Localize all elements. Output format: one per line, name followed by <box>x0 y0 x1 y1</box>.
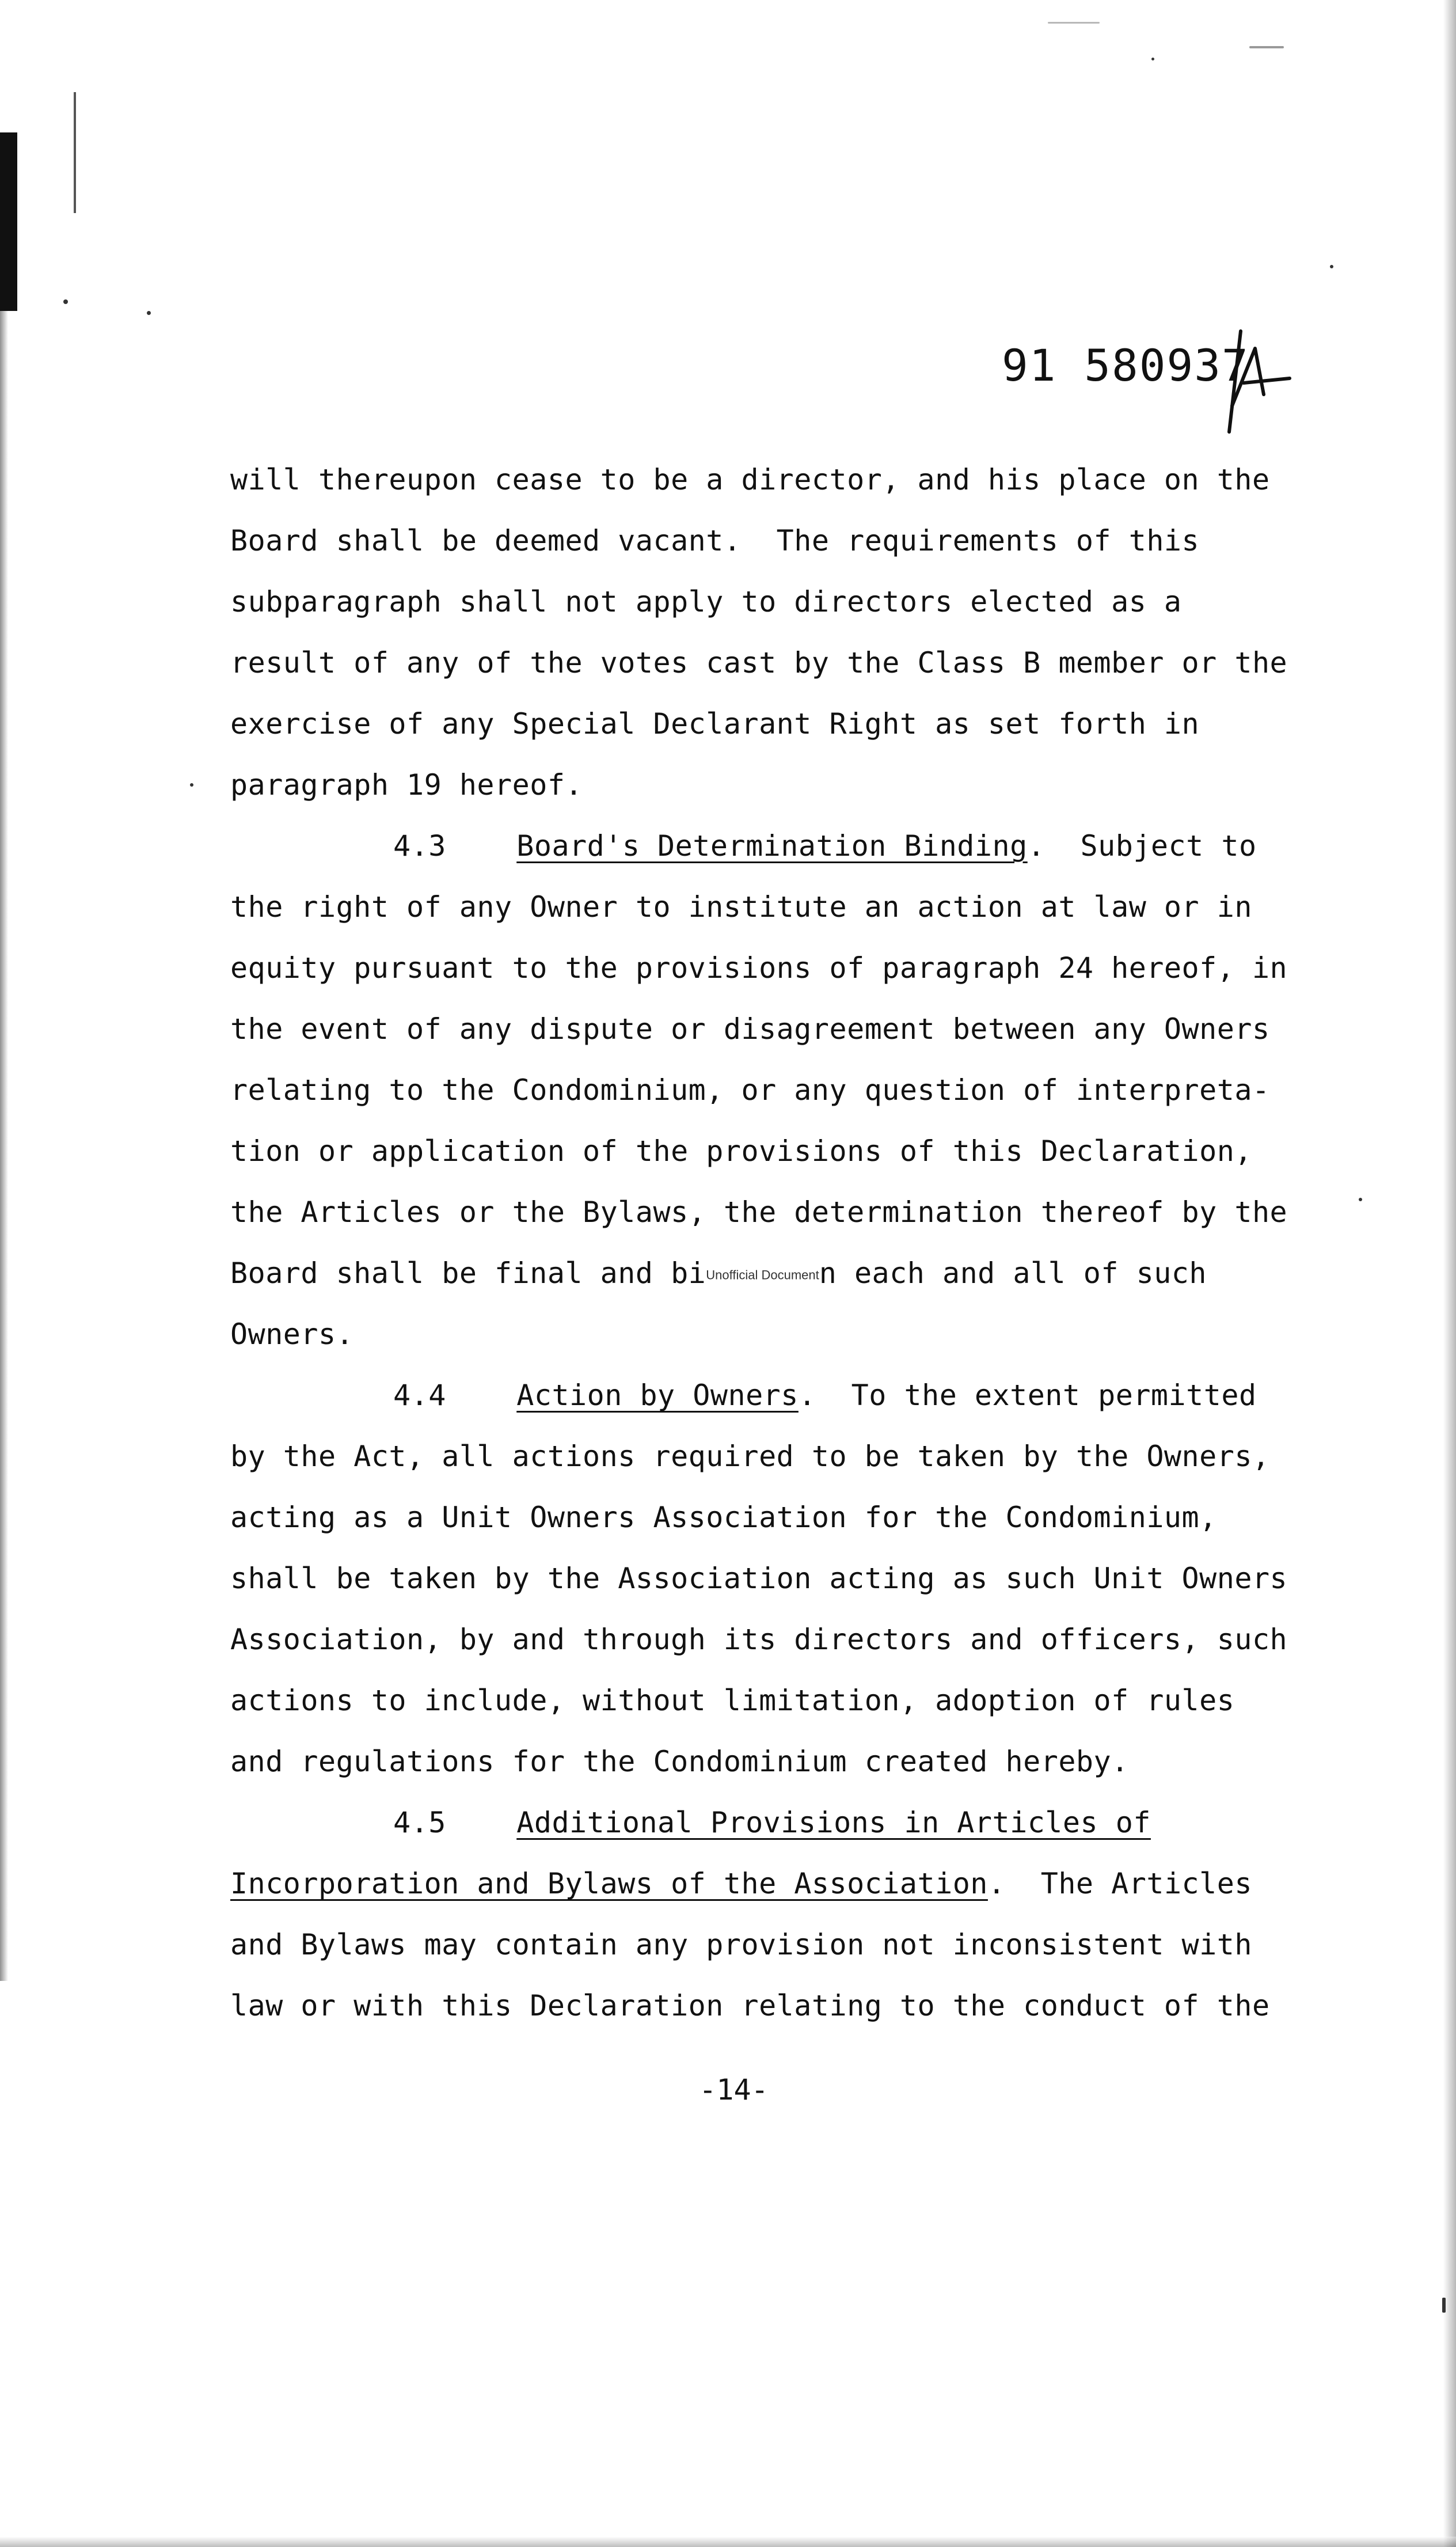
text-line: exercise of any Special Declarant Right as set forth in <box>230 707 1200 741</box>
text-line: the event of any dispute or disagreement between any Owners <box>230 1012 1270 1046</box>
text-line: and regulations for the Condominium created hereby. <box>230 1745 1129 1778</box>
scan-speck <box>1330 265 1333 268</box>
section-number: 4.5 <box>393 1806 446 1839</box>
document-number <box>1002 340 1249 391</box>
text-line: tion or application of the provisions of this Declaration, <box>230 1134 1252 1168</box>
text-fragment: . The Articles <box>987 1867 1252 1900</box>
text-fragment: . To the extent permitted <box>798 1379 1257 1412</box>
text-line: Board shall be deemed vacant. The requirements of this <box>230 524 1200 557</box>
scan-speck <box>1249 46 1284 48</box>
paragraph-continuation <box>230 449 1288 815</box>
text-line: paragraph 19 hereof. <box>230 768 583 802</box>
document-body <box>230 449 1288 2036</box>
text-fragment: Board shall be final and bi <box>230 1257 706 1290</box>
text-fragment: . Subject to <box>1027 829 1257 863</box>
section-4-4 <box>230 1365 1288 1792</box>
scan-speck <box>190 783 193 787</box>
text-line: equity pursuant to the provisions of paragraph 24 hereof, in <box>230 951 1288 985</box>
text-line: the right of any Owner to institute an action at law or in <box>230 890 1252 924</box>
scan-speck <box>1359 1198 1362 1201</box>
scan-speck <box>63 299 68 304</box>
text-line: the Articles or the Bylaws, the determination thereof by the <box>230 1195 1288 1229</box>
text-line <box>230 1243 1267 1304</box>
section-heading-line <box>230 1853 1267 1914</box>
scan-margin-mark <box>74 92 76 213</box>
text-line: law or with this Declaration relating to the conduct of the <box>230 1989 1270 2022</box>
scan-speck <box>1048 22 1100 24</box>
text-line: acting as a Unit Owners Association for the Condominium, <box>230 1501 1217 1534</box>
text-line: shall be taken by the Association acting as such Unit Owners <box>230 1562 1288 1595</box>
section-4-5 <box>230 1792 1270 2036</box>
text-line: Association, by and through its directors and officers, such <box>230 1623 1288 1656</box>
unofficial-document-watermark: Unofficial Document <box>706 1267 819 1282</box>
page-number: -14- <box>699 2073 769 2106</box>
handwritten-a-mark <box>1223 325 1292 441</box>
text-line: will thereupon cease to be a director, and his place on the <box>230 463 1270 496</box>
section-heading-line <box>230 815 1267 876</box>
scan-edge-shadow <box>1443 0 1456 2547</box>
section-number: 4.4 <box>393 1379 446 1412</box>
scan-speck <box>1442 2298 1446 2313</box>
section-heading-line <box>230 1792 1267 1853</box>
text-line: and Bylaws may contain any provision not inconsistent with <box>230 1928 1252 1961</box>
section-heading: Action by Owners <box>516 1379 799 1412</box>
document-number-text: 91 580937 <box>1002 340 1249 391</box>
text-line: subparagraph shall not apply to directors elected as a <box>230 585 1182 618</box>
section-heading: Board's Determination Binding <box>516 829 1028 863</box>
scan-edge-shadow <box>0 311 8 1981</box>
text-line: Owners. <box>230 1318 354 1351</box>
scan-edge-shadow <box>0 132 17 311</box>
text-line: result of any of the votes cast by the Class B member or the <box>230 646 1288 680</box>
scan-edge-shadow <box>0 2537 1456 2547</box>
text-line: actions to include, without limitation, adoption of rules <box>230 1684 1235 1717</box>
scan-speck <box>1151 58 1154 60</box>
scan-speck <box>147 311 151 315</box>
text-line: relating to the Condominium, or any question of interpreta- <box>230 1073 1270 1107</box>
text-line: by the Act, all actions required to be taken by the Owners, <box>230 1440 1270 1473</box>
section-heading: Additional Provisions in Articles of <box>516 1806 1151 1839</box>
section-heading-line <box>230 1365 1267 1426</box>
section-4-3 <box>230 815 1288 1365</box>
text-fragment: n each and all of such <box>819 1257 1207 1290</box>
section-number: 4.3 <box>393 829 446 863</box>
section-heading: Incorporation and Bylaws of the Association <box>230 1867 988 1900</box>
